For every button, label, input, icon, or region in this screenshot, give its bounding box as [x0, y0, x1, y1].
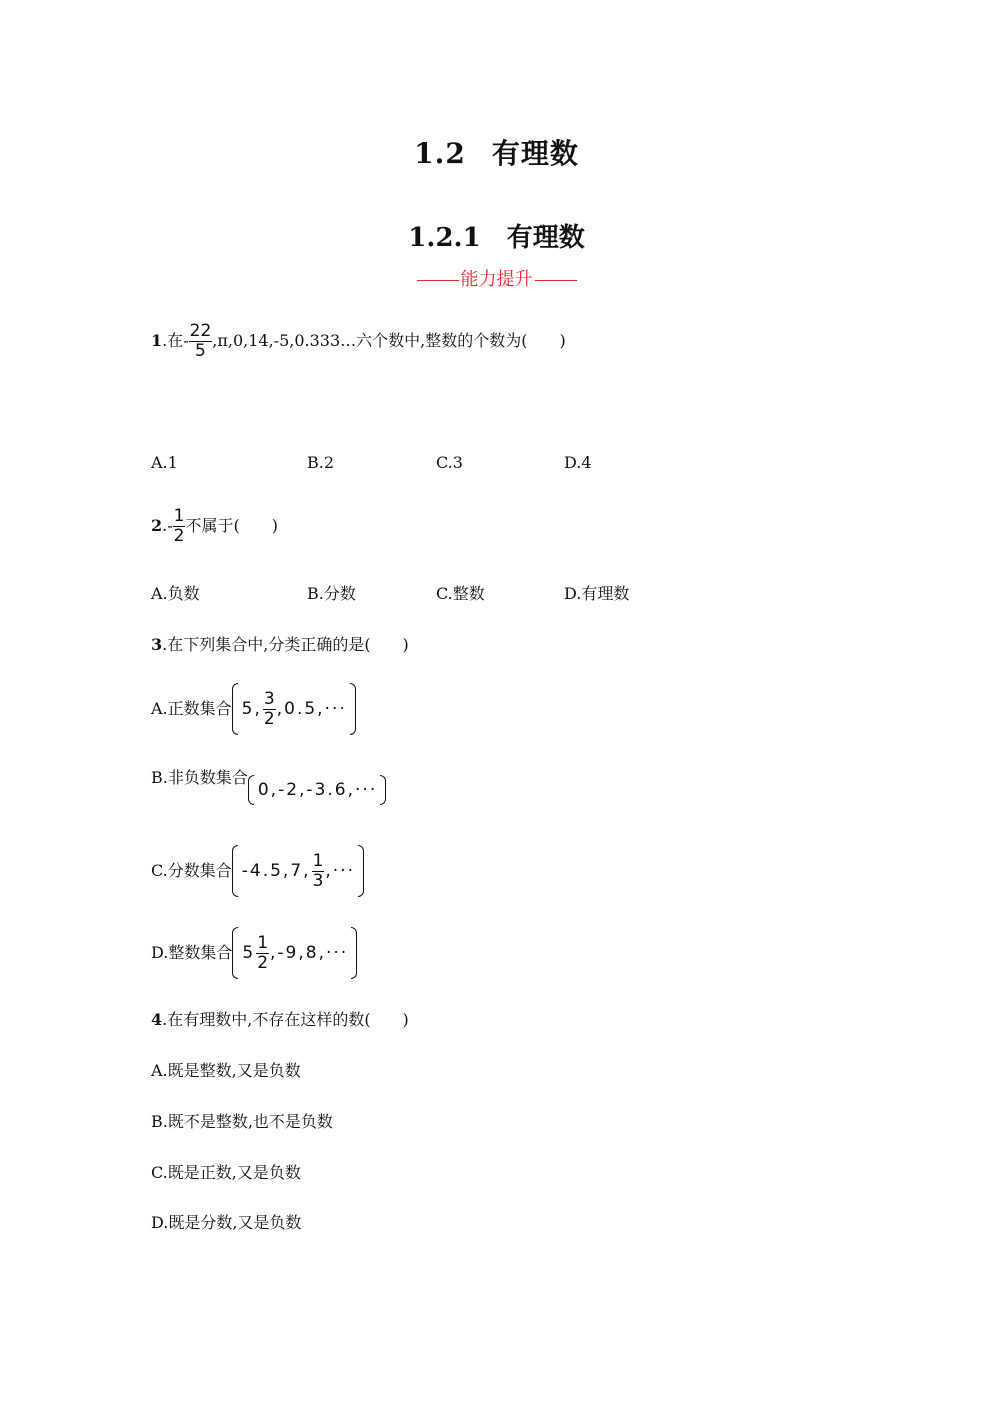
chapter-title	[0, 132, 993, 172]
q2-option-a[interactable]: A.负数	[151, 584, 200, 603]
fraction	[263, 690, 276, 729]
question-text: .在有理数中,不存在这样的数( )	[162, 1010, 409, 1029]
q2-option-c[interactable]: C.整数	[436, 584, 485, 603]
right-brace	[351, 927, 357, 979]
fraction	[173, 507, 186, 546]
question-number: 4	[151, 1010, 163, 1029]
fraction	[312, 852, 325, 891]
q3-option-a[interactable]	[151, 683, 356, 735]
q3-option-c[interactable]	[151, 845, 364, 897]
fraction-numerator: 1	[173, 506, 185, 526]
question-4	[151, 1009, 409, 1031]
q2-option-d[interactable]: D.有理数	[564, 584, 630, 603]
set-text: 0,-2,-3.6,···	[257, 780, 378, 800]
q2-option-b[interactable]: B.分数	[307, 584, 356, 603]
q3-option-b[interactable]	[151, 767, 386, 805]
fraction-numerator: 1	[312, 850, 324, 871]
left-brace	[232, 845, 238, 897]
tag-text: 能力提升	[460, 269, 533, 290]
set-text: 5,	[241, 699, 262, 719]
option-label: D.整数集合	[151, 943, 233, 962]
question-text: ,π,0,14,-5,0.333…六个数中,整数的个数为( )	[212, 331, 566, 350]
left-brace	[248, 775, 254, 805]
q1-option-b[interactable]: B.2	[307, 453, 335, 472]
option-label: B.非负数集合	[151, 768, 248, 787]
set-text: ,-9,8,···	[270, 943, 349, 963]
chapter-title-text: 有理数	[491, 137, 579, 170]
left-brace	[232, 683, 238, 735]
left-brace	[232, 927, 238, 979]
question-text: .-	[162, 516, 173, 535]
question-number: 1	[151, 331, 163, 350]
set-text: ,0.5,···	[276, 699, 347, 719]
question-3	[151, 634, 409, 656]
section-tag	[0, 265, 993, 291]
q1-option-d[interactable]: D.4	[564, 453, 592, 472]
section-title-text: 有理数	[506, 223, 585, 253]
option-label: A.正数集合	[151, 699, 232, 718]
right-brace	[358, 845, 364, 897]
fraction	[189, 322, 213, 361]
set-braces	[232, 927, 357, 979]
question-text: .在下列集合中,分类正确的是( )	[162, 635, 409, 654]
fraction-denominator: 3	[312, 870, 324, 891]
question-text: .在-	[162, 331, 189, 350]
fraction	[256, 934, 269, 973]
q1-option-a[interactable]: A.1	[151, 453, 178, 472]
set-text: 5	[242, 943, 256, 963]
set-text: -4.5,7,	[241, 861, 311, 881]
set-braces	[232, 683, 356, 735]
fraction-denominator: 2	[173, 526, 185, 546]
q4-option-c[interactable]: C.既是正数,又是负数	[151, 1163, 301, 1182]
q1-option-c[interactable]: C.3	[436, 453, 463, 472]
fraction-numerator: 22	[189, 321, 212, 341]
fraction-denominator: 2	[263, 708, 275, 729]
q3-option-d[interactable]	[151, 927, 357, 979]
set-braces	[248, 775, 386, 805]
fraction-numerator: 3	[263, 688, 275, 709]
section-title	[0, 217, 993, 254]
q4-option-a[interactable]: A.既是整数,又是负数	[151, 1061, 301, 1080]
question-number: 2	[151, 516, 163, 535]
question-text: 不属于( )	[185, 516, 278, 535]
set-braces	[232, 845, 364, 897]
section-number: 1.2.1	[408, 223, 481, 253]
question-1	[151, 322, 566, 361]
option-label: C.分数集合	[151, 861, 232, 880]
tag-right-rule	[535, 280, 577, 281]
q4-option-d[interactable]: D.既是分数,又是负数	[151, 1213, 302, 1232]
set-text: ,···	[325, 861, 356, 881]
tag-left-rule	[417, 280, 459, 281]
q4-option-b[interactable]: B.既不是整数,也不是负数	[151, 1112, 333, 1131]
right-brace	[350, 683, 356, 735]
fraction-denominator: 5	[195, 341, 206, 361]
question-2	[151, 507, 278, 546]
fraction-numerator: 1	[257, 932, 269, 953]
fraction-denominator: 2	[257, 952, 269, 973]
right-brace	[380, 775, 386, 805]
chapter-number: 1.2	[414, 137, 466, 170]
question-number: 3	[151, 635, 163, 654]
